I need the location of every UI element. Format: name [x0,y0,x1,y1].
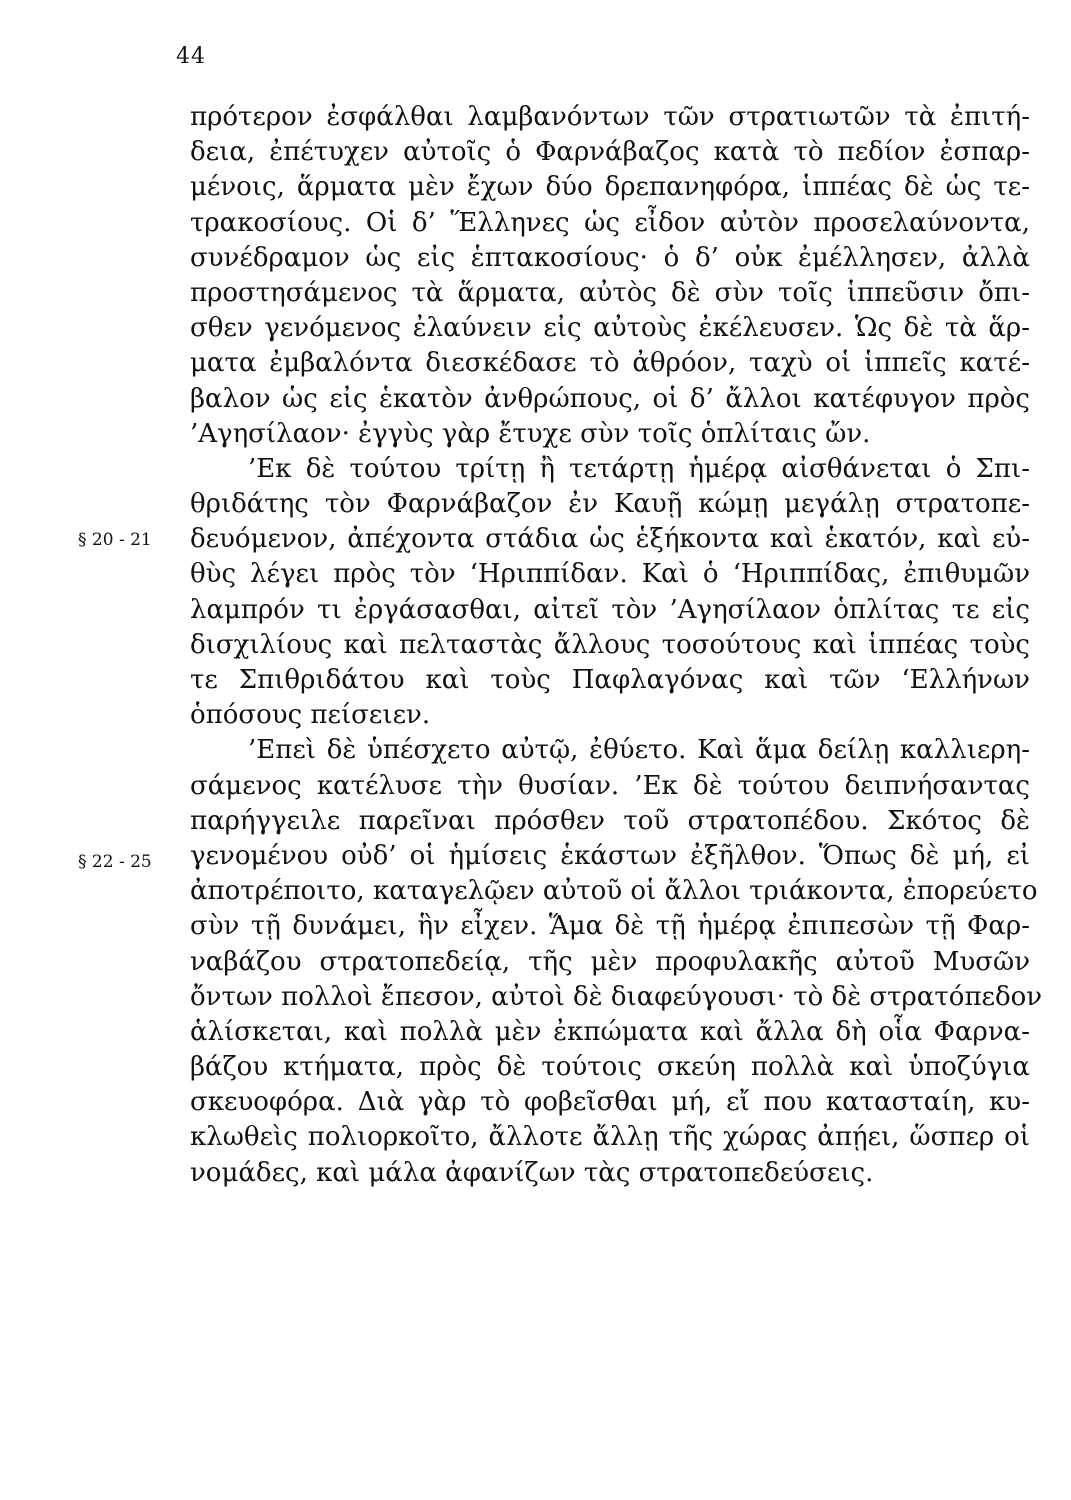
text-line: συνέδραμον ὡς εἰς ἑπτακοσίους· ὁ δ’ οὐκ ἐμέλλησεν, ἀλλὰ [190,242,1030,273]
text-line: μένοις, ἅρματα μὲν ἔχων δύο δρεπανηφόρα, ἱππέας δὲ ὡς τε- [190,172,1030,203]
text-line: τε Σπιθριδάτου καὶ τοὺς Παφλαγόνας καὶ τῶν ‘Ελλήνων [190,665,1030,695]
text-line: σάμενος κατέλυσε τὴν θυσίαν. ’Εκ δὲ τούτου δειπνήσαντας [190,770,1030,801]
text-line: σκευοφόρα. Διὰ γὰρ τὸ φοβεῖσθαι μή, εἴ που κατασταίη, κυ- [190,1087,1030,1118]
paragraph [190,100,1030,452]
text-line: δισχιλίους καὶ πελταστὰς ἄλλους τοσούτους καὶ ἱππέας τοὺς [190,629,1030,660]
text-line: γενομένου οὐδ’ οἱ ἡμίσεις ἑκάστων ἐξῆλθον. Ὅπως δὲ μή, εἰ [190,840,1030,871]
text-line: παρήγγειλε παρεῖναι πρόσθεν τοῦ στρατοπέδου. Σκότος δὲ [190,805,1030,836]
text-line: ὁπόσους πείσειεν. [190,700,431,731]
text-line: κλωθεὶς πολιορκοῖτο, ἄλλοτε ἄλλῃ τῆς χώρας ἀπῄει, ὥσπερ οἱ [190,1122,1030,1153]
text-line: βαλον ὡς εἰς ἑκατὸν ἀνθρώπους, οἱ δ’ ἄλλοι κατέφυγον πρὸς [190,383,1030,414]
text-line: σθεν γενόμενος ἐλαύνειν εἰς αὐτοὺς ἐκέλευσεν. Ὡς δὲ τὰ ἅρ- [190,313,1030,344]
paragraph [190,452,1030,734]
paragraph [190,733,1043,1190]
text-line: τρακοσίους. Οἱ δ’ Ἕλληνες ὡς εἶδον αὐτὸν προσελαύνοντα, [190,207,1030,238]
text-line: ἁλίσκεται, καὶ πολλὰ μὲν ἐκπώματα καὶ ἄλλα δὴ οἷα Φαρνα- [190,1016,1030,1047]
text-line: νομάδες, καὶ μάλα ἀφανίζων τὰς στρατοπεδεύσεις. [190,1157,874,1188]
page-number: 44 [176,44,206,69]
text-line: θριδάτης τὸν Φαρνάβαζον ἐν Καυῇ κώμῃ μεγάλῃ στρατοπε- [190,489,1030,520]
text-line: ’Εκ δὲ τούτου τρίτῃ ἢ τετάρτῃ ἡμέρᾳ αἰσθάνεται ὁ Σπι- [248,453,1030,484]
text-line: δευόμενον, ἀπέχοντα στάδια ὡς ἑξήκοντα καὶ ἑκατόν, καὶ εὐ- [190,524,1030,555]
text-line: σὺν τῇ δυνάμει, ἣν εἶχεν. Ἅμα δὲ τῇ ἡμέρᾳ ἐπιπεσὼν τῇ Φαρ- [190,911,1030,942]
text-line: λαμπρόν τι ἐργάσασθαι, αἰτεῖ τὸν ’Αγησίλαον ὁπλίτας τε εἰς [190,594,1030,625]
text-line: ’Αγησίλαον· ἐγγὺς γὰρ ἔτυχε σὺν τοῖς ὁπλίταις ὤν. [190,418,871,449]
text-line: ἀποτρέποιτο, καταγελῷεν αὐτοῦ οἱ ἄλλοι τριάκοντα, ἐπορεύετο [190,876,1038,907]
text-line: δεια, ἐπέτυχεν αὐτοῖς ὁ Φαρνάβαζος κατὰ τὸ πεδίον ἐσπαρ- [190,137,1030,168]
text-line: ναβάζου στρατοπεδείᾳ, τῆς μὲν προφυλακῆς αὐτοῦ Μυσῶν [190,946,1030,977]
text-line: βάζου κτήματα, πρὸς δὲ τούτοις σκεύη πολλὰ καὶ ὑποζύγια [190,1052,1030,1083]
section-marker: § 22 - 25 [78,852,152,872]
text-line: ’Επεὶ δὲ ὑπέσχετο αὐτῷ, ἐθύετο. Καὶ ἅμα δείλῃ καλλιερη- [248,735,1030,766]
text-line: προστησάμενος τὰ ἅρματα, αὐτὸς δὲ σὺν τοῖς ἱππεῦσιν ὄπι- [190,277,1030,308]
body-text [190,100,1043,1191]
text-line: ματα ἐμβαλόντα διεσκέδασε τὸ ἀθρόον, ταχὺ οἱ ἱππεῖς κατέ- [190,348,1030,379]
text-line: θὺς λέγει πρὸς τὸν ‘Ηριππίδαν. Καὶ ὁ ‘Ηριππίδας, ἐπιθυμῶν [190,559,1030,590]
text-line: ὄντων πολλοὶ ἔπεσον, αὐτοὶ δὲ διαφεύγουσι· τὸ δὲ στρατόπεδον [190,981,1043,1012]
section-marker: § 20 - 21 [78,530,152,550]
text-line: πρότερον ἐσφάλθαι λαμβανόντων τῶν στρατιωτῶν τὰ ἐπιτή- [190,102,1030,132]
